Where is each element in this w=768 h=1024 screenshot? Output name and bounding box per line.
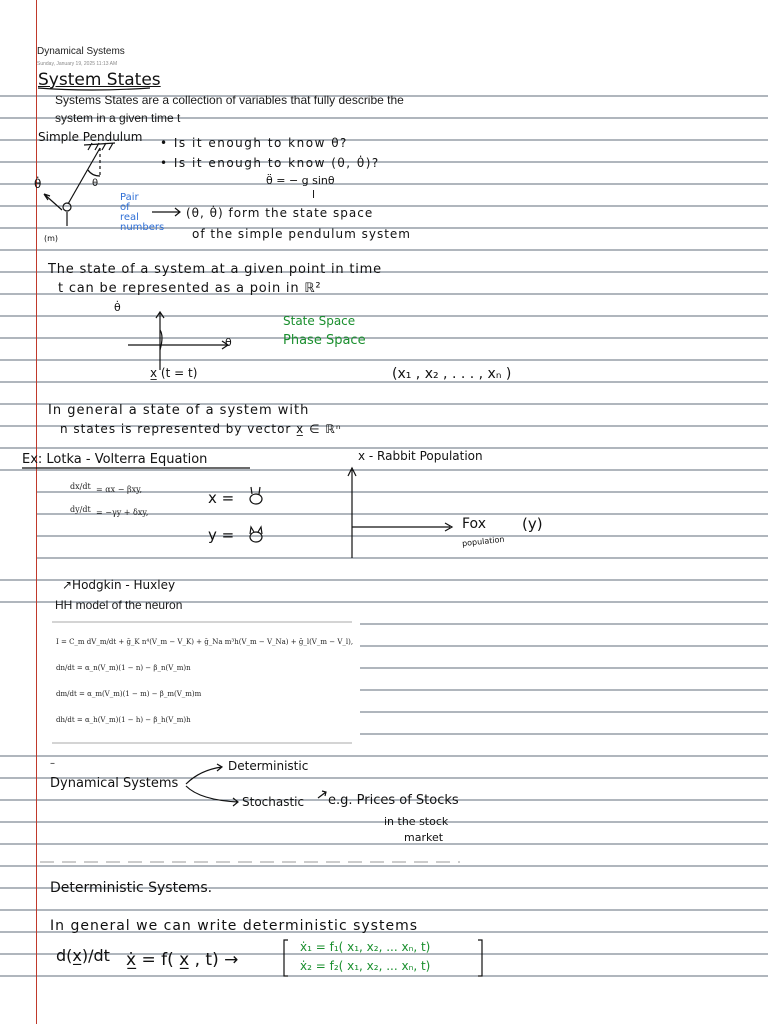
pair-note-line: real: [120, 212, 139, 223]
stochastic-branch: Stochastic: [242, 795, 305, 809]
pendulum-rod: [68, 148, 100, 204]
general-state-line-1: In general a state of a system with: [48, 403, 310, 418]
lotka-axes: [348, 468, 452, 558]
system-states-definition-1: Systems States are a collection of variables that fully describe the: [55, 93, 404, 107]
system-states-definition-2: system in a given time t: [55, 111, 181, 125]
pendulum-question-2: • Is it enough to know (θ, θ̇)?: [160, 156, 380, 170]
state-point-label: x̲ (t = t): [150, 366, 198, 380]
state-point-line-1: The state of a system at a given point in time: [48, 262, 382, 277]
heading-underline: [38, 88, 150, 90]
svg-text:θ̇: θ̇: [34, 177, 42, 191]
lotka-y-definition: y =: [208, 526, 235, 544]
svg-text:θ: θ: [92, 178, 99, 189]
system-states-heading: System States: [38, 70, 161, 90]
pair-arrow: [152, 208, 180, 216]
fox-y-tag: (y): [522, 515, 543, 533]
hh-equation-3: dm/dt = α_m(V_m)(1 − m) − β_m(V_m)m: [56, 690, 202, 698]
pair-note-line: Pair: [120, 192, 139, 203]
deterministic-arrow: [186, 764, 222, 784]
fox-icon: [250, 527, 262, 542]
state-space-line-2: of the simple pendulum system: [192, 227, 411, 241]
hh-equation-4: dh/dt = α_h(V_m)(1 − h) − β_h(V_m)h: [56, 716, 191, 724]
pendulum-mass-label: (m): [44, 234, 59, 243]
state-space-label: State Space: [283, 314, 356, 328]
phase-axis-y-label: θ̇: [114, 301, 121, 314]
state-point-line-2: t can be represented as a poin in ℝ²: [58, 281, 322, 296]
pair-note-line: of: [120, 202, 130, 213]
deterministic-row-1: ẋ₁ = f₁( x₁, x₂, ... xₙ, t): [300, 940, 431, 954]
deterministic-heading: Deterministic Systems.: [50, 880, 213, 896]
pendulum-equation-denominator: l: [312, 188, 316, 201]
dynamical-systems-label: Dynamical Systems: [50, 776, 179, 791]
state-vector: (x₁ , x₂ , . . . , xₙ ): [392, 366, 512, 382]
pendulum-equation: θ̈ = − g sinθ: [266, 174, 335, 187]
deterministic-equation: ẋ̲ = f( x̲ , t) →: [126, 950, 239, 970]
lotka-eq1-rhs: = αx − βxy,: [96, 485, 143, 494]
rabbit-axis-title: x - Rabbit Population: [358, 449, 483, 463]
svg-text:–: –: [50, 758, 55, 769]
pendulum-label: Simple Pendulum: [38, 130, 143, 144]
lotka-volterra-heading: Ex: Lotka - Volterra Equation: [22, 452, 208, 467]
lotka-eq2-rhs: = −γy + δxy,: [96, 508, 149, 517]
lotka-eq2-lhs: dy/dt: [70, 505, 91, 514]
pendulum-question-1: • Is it enough to know θ?: [160, 136, 348, 150]
page-title: Dynamical Systems: [37, 46, 125, 57]
stochastic-arrow: [186, 786, 238, 806]
hh-handwritten-label: ↗Hodgkin - Huxley: [62, 578, 176, 592]
example-arrow: [318, 791, 326, 798]
vector-bracket: [284, 940, 482, 976]
deterministic-line: In general we can write deterministic systems: [50, 918, 419, 934]
page-timestamp: Sunday, January 19, 2025 11:13 AM: [37, 61, 118, 67]
general-state-line-2: n states is represented by vector x̲ ∈ ℝⁿ: [60, 422, 342, 436]
stochastic-example: e.g. Prices of Stocks: [328, 793, 459, 808]
phase-space-label: Phase Space: [283, 333, 366, 348]
phase-axis-x-label: θ: [225, 336, 232, 349]
pendulum-angle-arc: [88, 170, 100, 176]
stochastic-example-3: market: [404, 831, 444, 844]
pair-note-line: numbers: [120, 222, 165, 233]
pendulum-bob: [63, 203, 71, 211]
hh-typed-label: HH model of the neuron: [55, 598, 183, 612]
deterministic-lhs: d(x̲)/dt: [56, 946, 110, 965]
state-space-line-1: (θ, θ̇) form the state space: [186, 206, 374, 220]
velocity-arrow: [44, 194, 62, 210]
rabbit-icon: [250, 487, 262, 504]
deterministic-row-2: ẋ₂ = f₂( x₁, x₂, ... xₙ, t): [300, 959, 431, 973]
hh-equation-1: I = C_m dV_m/dt + ḡ_K n⁴(V_m − V_K) + ḡ_Na m³h(V_m − V_Na) + ḡ_l(V_m − V_l),: [56, 638, 354, 646]
fox-population-label: population: [461, 534, 505, 549]
stochastic-example-2: in the stock: [384, 815, 449, 828]
phase-plane-axes: [128, 312, 228, 370]
fox-label: Fox: [462, 516, 486, 532]
lotka-eq1-lhs: dx/dt: [70, 482, 91, 491]
deterministic-branch: Deterministic: [228, 759, 309, 773]
hh-equation-2: dn/dt = α_n(V_m)(1 − n) − β_n(V_m)n: [56, 664, 191, 672]
lotka-x-definition: x =: [208, 489, 235, 507]
